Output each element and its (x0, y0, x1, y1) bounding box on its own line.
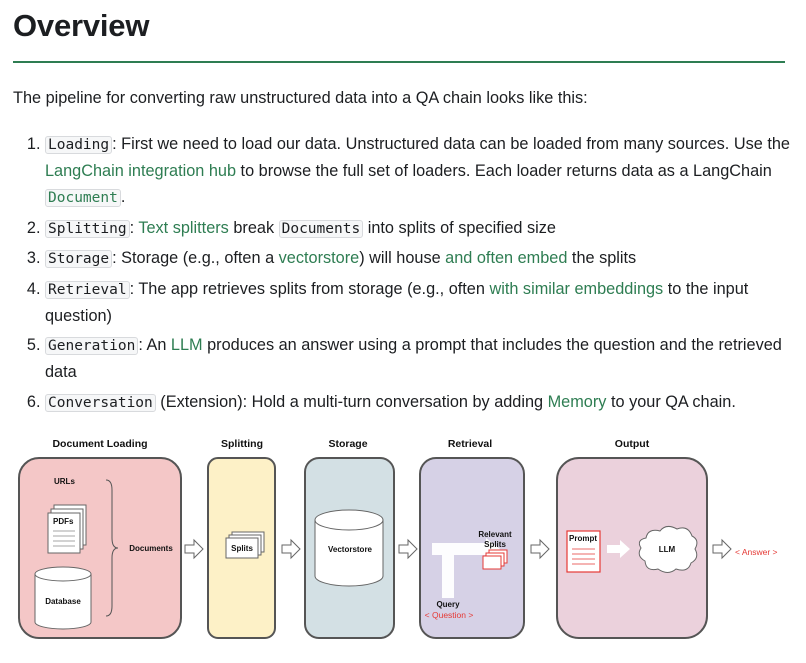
code-storage: Storage (45, 250, 112, 268)
pipeline-diagram (0, 430, 806, 658)
link-document[interactable] (45, 188, 121, 206)
stage-title-loading: Document Loading (52, 438, 148, 450)
link-similar-embeddings[interactable]: with similar embeddings (489, 279, 664, 298)
step-text: to browse the full set of loaders. Each loader returns data as a LangChain (236, 162, 772, 180)
flow-arrow-icon (531, 540, 549, 558)
stage-title-splitting: Splitting (221, 438, 263, 450)
step-generation (45, 332, 790, 385)
relevant-splits-icon (483, 550, 507, 569)
label-question: < Question > (424, 610, 474, 620)
step-text: produces an answer using a prompt that includes the question and the retrieved data (45, 336, 782, 381)
stage-title-storage: Storage (328, 438, 368, 450)
flow-arrow-icon (185, 540, 203, 558)
step-text: : Storage (e.g., often a (112, 249, 279, 267)
step-text: into splits of specified size (363, 218, 556, 237)
flow-arrow-icon (399, 540, 417, 558)
stage-title-output: Output (614, 438, 650, 450)
label-query: Query (436, 600, 460, 609)
pipeline-steps-list (13, 131, 790, 419)
label-splits: Splits (231, 544, 253, 553)
link-llm[interactable]: LLM (170, 336, 203, 354)
link-integration-hub[interactable]: LangChain integration hub (45, 162, 237, 180)
code-conversation: Conversation (45, 394, 156, 412)
label-database: Database (45, 597, 81, 606)
code-loading: Loading (45, 136, 112, 154)
code-retrieval: Retrieval (45, 281, 130, 299)
label-documents: Documents (129, 544, 173, 553)
link-vectorstore[interactable]: vectorstore (278, 249, 360, 267)
label-pdfs: PDFs (53, 517, 74, 526)
link-memory[interactable]: Memory (547, 392, 607, 411)
label-llm: LLM (658, 545, 676, 554)
pipeline-diagram-svg (0, 430, 806, 658)
intro-paragraph: The pipeline for converting raw unstructured data into a QA chain looks like this: (13, 89, 588, 107)
label-urls: URLs (54, 477, 75, 486)
label-relevant-splits: Splits (484, 540, 506, 549)
code-document: Document (45, 189, 121, 207)
pdf-stack-icon (48, 505, 86, 553)
step-text: : First we need to load our data. Unstructured data can be loaded from many sources. Use the (112, 135, 790, 153)
step-text: break (228, 218, 279, 237)
flow-arrow-icon (713, 540, 731, 558)
page-title: Overview (13, 8, 150, 43)
label-vectorstore: Vectorstore (327, 545, 373, 554)
step-text: to your QA chain. (606, 392, 736, 411)
step-splitting (45, 215, 790, 242)
step-text: the splits (567, 249, 637, 267)
step-conversation (45, 389, 790, 416)
code-generation: Generation (45, 337, 138, 355)
label-prompt: Prompt (569, 534, 597, 543)
step-text: . (120, 188, 126, 206)
link-text-splitters[interactable]: Text splitters (138, 218, 229, 237)
step-text: : An (138, 336, 171, 354)
step-loading (45, 131, 790, 211)
step-text: ) will house (359, 249, 446, 267)
label-relevant: Relevant (478, 530, 512, 539)
stage-title-retrieval: Retrieval (447, 438, 493, 450)
code-documents: Documents (279, 220, 364, 238)
step-retrieval (45, 276, 790, 329)
step-text: to the input question) (45, 279, 749, 325)
step-text: : The app retrieves splits from storage (e.g., often (129, 279, 490, 298)
code-splitting: Splitting (45, 220, 130, 238)
step-text: (Extension): Hold a multi-turn conversation by adding (155, 392, 548, 411)
flow-arrow-icon (282, 540, 300, 558)
title-divider (13, 61, 785, 63)
label-answer: < Answer > (735, 547, 778, 557)
step-storage (45, 245, 790, 272)
link-embed[interactable]: and often embed (445, 249, 568, 267)
step-text: : (129, 218, 139, 237)
